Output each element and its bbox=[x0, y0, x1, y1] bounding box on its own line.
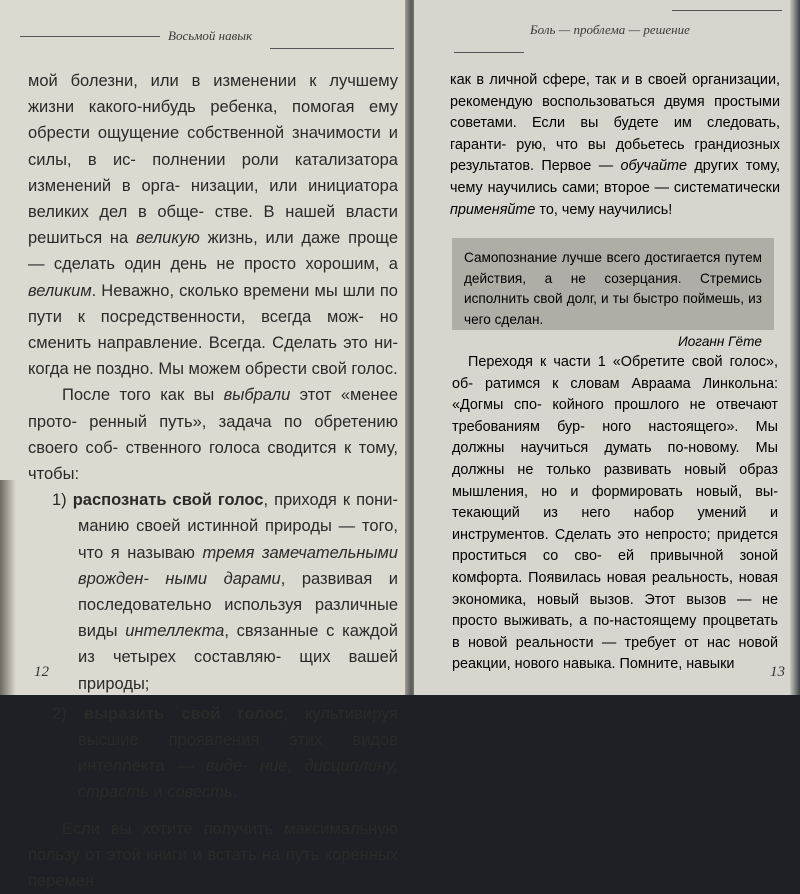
left-paragraph-3: Если вы хотите получить максимальную пользу от этой книги и встать на путь коренных перемен bbox=[28, 819, 398, 891]
left-paragraph-2: После того как вы выбрали этот «менее прото- ренный путь», задача по обретению своего соб- ственного голоса сводится к тому, чтобы: bbox=[28, 386, 398, 484]
running-head-rule-right bbox=[270, 48, 394, 49]
running-head-left: Восьмой навык bbox=[168, 28, 253, 43]
running-head-rule-left-r bbox=[454, 52, 524, 53]
page-edge-shadow bbox=[790, 0, 800, 695]
right-page-body-bottom bbox=[452, 352, 778, 676]
thumb-shadow bbox=[0, 480, 16, 695]
running-head-right: Боль — проблема — решение bbox=[530, 22, 690, 37]
right-page-body-top bbox=[450, 70, 780, 221]
left-page-body bbox=[28, 68, 398, 894]
epigraph-box bbox=[452, 238, 774, 349]
page-number-right: 13 bbox=[770, 664, 785, 680]
running-head-rule-right-r bbox=[672, 10, 782, 11]
quote-author: Иоганн Гёте bbox=[678, 334, 762, 349]
right-paragraph-1: как в личной сфере, так и в своей организации, рекомендую воспользоваться двумя простыми советами. Если вы будете им следовать, гаранти- рую, что вы добьетесь грандиозных результатов. Первое — обучайте других тому, чему научились сами; второе — систематически применяйте то, чему научились! bbox=[450, 72, 781, 218]
right-paragraph-2: Переходя к части 1 «Обретите свой голос», об- ратимся к словам Авраама Линкольна: «Догмы спо- койного прошлого не отвечают требованиям бур- ного настоящего». Мы должны научиться думать по-новому. Мы должны не только развивать новый образ мышления, но и формировать новый, вы- текающий из него набор умений и инструментов. Сделать это непросто; придется проститься со сво- ей привычной зоной комфорта. Появилась новая реальность, новая экономика, новый вызов. Этот вызов — не просто выживать, а по-настоящему процветать в новой реальности — требует от нас новой реакции, нового навыка. Помните, навыки bbox=[452, 354, 779, 673]
list-item-recognize-voice: 1) распознать свой голос, приходя к пони- манию своей истинной природы — того, что я называю тремя замечательными врожден- ными дарами, развивая и последовательно используя различные виды интеллекта, связанные с каждой из четырех составляю- щих вашей природы; bbox=[52, 491, 399, 693]
list-item-express-voice: 2) выразить свой голос, культивируя высшие проявления этих видов интеллекта — виде- ние, дисциплину, страсть и совесть. bbox=[52, 704, 398, 802]
running-head-rule-left bbox=[20, 36, 160, 37]
page-number-left: 12 bbox=[34, 664, 49, 680]
quote-text: Самопознание лучше всего достигается путем действия, а не созерцания. Стремись исполнить свой долг, и ты быстро поймешь, из чего сделан. bbox=[464, 250, 762, 327]
left-paragraph-1: мой болезни, или в изменении к лучшему жизни какого-нибудь ребенка, помогая ему обрести ощущение собственной значимости и силы, в ис- полнении роли катализатора изменений в орга- низации, или инициатора великих дел в обще- стве. В нашей власти решиться на великую жизнь, или даже проще — сделать один день не просто хорошим, а великим. Неважно, сколько времени мы шли по пути к посредственности, всегда мож- но сменить направление. Всегда. Сделать это ни- когда не поздно. Мы можем обрести свой голос. bbox=[28, 72, 398, 379]
